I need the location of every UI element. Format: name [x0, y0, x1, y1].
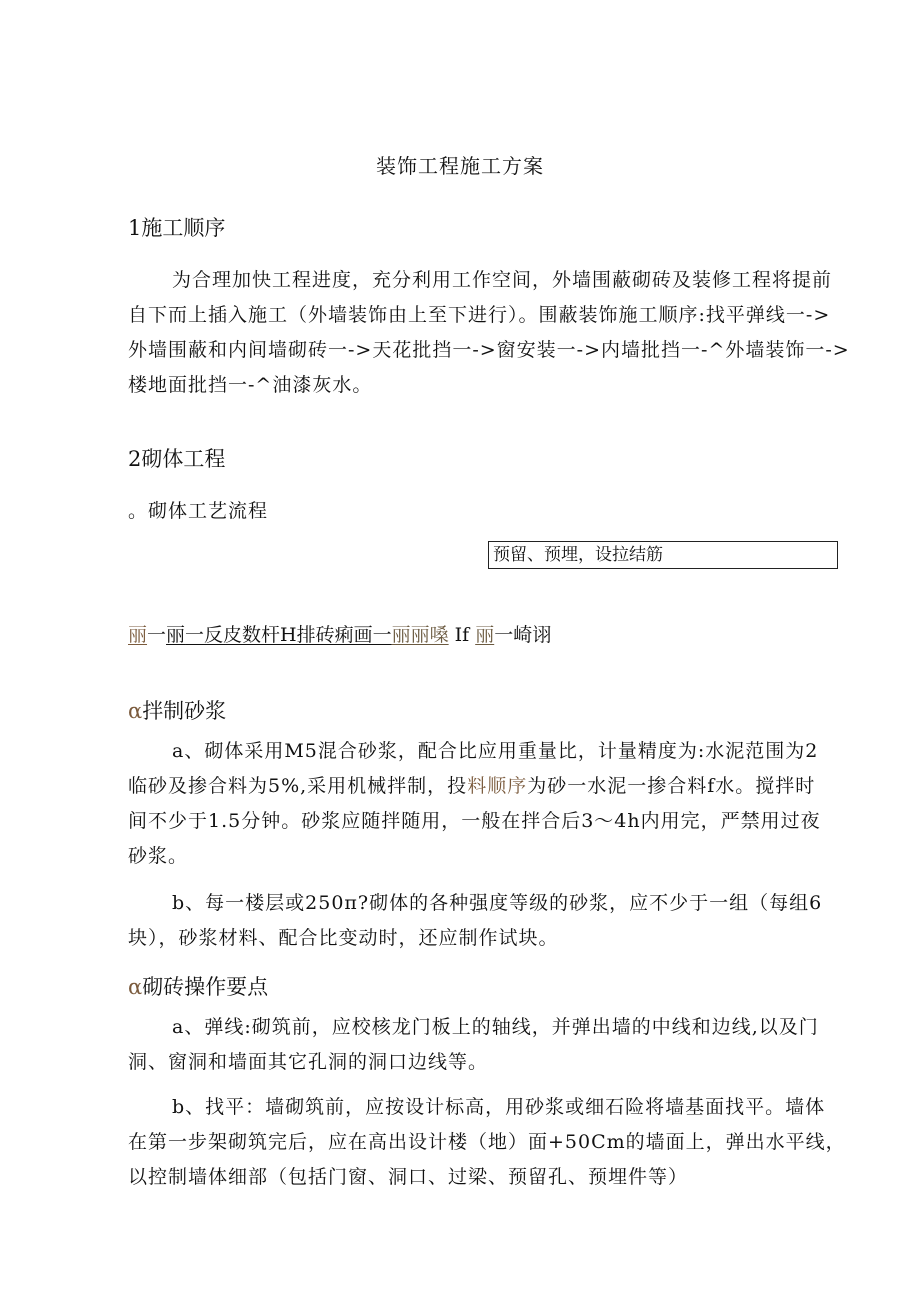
- text-line: a、砌体采用M5混合砂浆，配合比应用重量比，计量精度为:水泥范围为2: [172, 740, 819, 762]
- text-line: 自下而上插入施工（外墙装饰由上至下进行）。围蔽装饰施工顺序:找平弹线一->: [128, 304, 831, 326]
- text-line: 为合理加快工程进度，充分利用工作空间，外墙围蔽砌砖及装修工程将提前: [172, 269, 833, 291]
- text-line: b、每一楼层或250π?砌体的各种强度等级的砂浆，应不少于一组（每组6: [172, 892, 823, 914]
- flow-label: 。砌体工艺流程: [128, 500, 269, 522]
- paragraph-brick-a: [128, 1010, 843, 1080]
- text-fragment: 临砂及掺合料为5%,采用机械拌制，投: [128, 775, 468, 797]
- text-line: b、找平：墙砌筑前，应按设计标高，用砂浆或细石险将墙基面找平。墙体: [172, 1096, 826, 1118]
- text-line: 在第一步架砌筑完后，应在高出设计楼（地）面+50Cm的墙面上，弹出水平线，: [128, 1131, 846, 1153]
- text-line: 楼地面批挡一-^油漆灰水。: [128, 374, 373, 396]
- subheading-mortar: [128, 695, 226, 725]
- text-line: 间不少于1.5分钟。砂浆应随拌随用，一般在拌合后3〜4h内用完，严禁用过夜: [128, 810, 821, 832]
- flow-step: If: [454, 624, 470, 646]
- text-line: [128, 769, 843, 804]
- text-fragment: 料顺序: [467, 775, 528, 797]
- paragraph-brick-b: [128, 1090, 846, 1195]
- text-line: 以控制墙体细部（包括门窗、洞口、过梁、预留孔、预埋件等）: [128, 1166, 689, 1188]
- flow-step: 一崎诩: [494, 624, 552, 646]
- text-line: 洞、窗洞和墙面其它孔洞的洞口边线等。: [128, 1051, 489, 1073]
- text-line: a、弹线:砌筑前，应校核龙门板上的轴线，并弹出墙的中线和边线,以及门: [172, 1016, 819, 1038]
- paragraph-mortar-b: [128, 886, 843, 956]
- paragraph-mortar-a: [128, 734, 843, 874]
- flow-arrow: 一: [147, 624, 167, 646]
- text-line: 砂浆。: [128, 845, 189, 867]
- text-fragment: 为砂一水泥一掺合料f水。搅拌时: [527, 775, 816, 797]
- subheading-text: 砌砖操作要点: [142, 975, 269, 999]
- document-title: 装饰工程施工方案: [376, 154, 544, 178]
- flow-step: 丽丽嗓: [391, 624, 449, 646]
- text-line: 块），砂浆材料、配合比变动时，还应制作试块。: [128, 927, 559, 949]
- subheading-bricklaying: [128, 971, 268, 1001]
- flow-box: 预留、预埋，设拉结筋: [488, 541, 838, 569]
- text-line: 外墙围蔽和内间墙砌砖一->天花批挡一->窗安装一->内墙批挡一-^外墙装饰一->: [128, 339, 850, 361]
- section-heading-1: 1施工顺序: [128, 216, 226, 240]
- subheading-text: 拌制砂浆: [142, 699, 227, 723]
- section-heading-2: 2砌体工程: [128, 447, 226, 471]
- flow-step: 丽: [128, 624, 148, 646]
- alpha-mark: α: [128, 699, 143, 723]
- flow-step: 丽: [475, 624, 495, 646]
- flow-step: 一反皮数杆H排砖痢画一: [185, 624, 392, 646]
- flow-step: 丽: [166, 624, 186, 646]
- flow-chain: [128, 620, 551, 647]
- paragraph-construction-sequence: [128, 263, 850, 403]
- alpha-mark: α: [128, 975, 143, 999]
